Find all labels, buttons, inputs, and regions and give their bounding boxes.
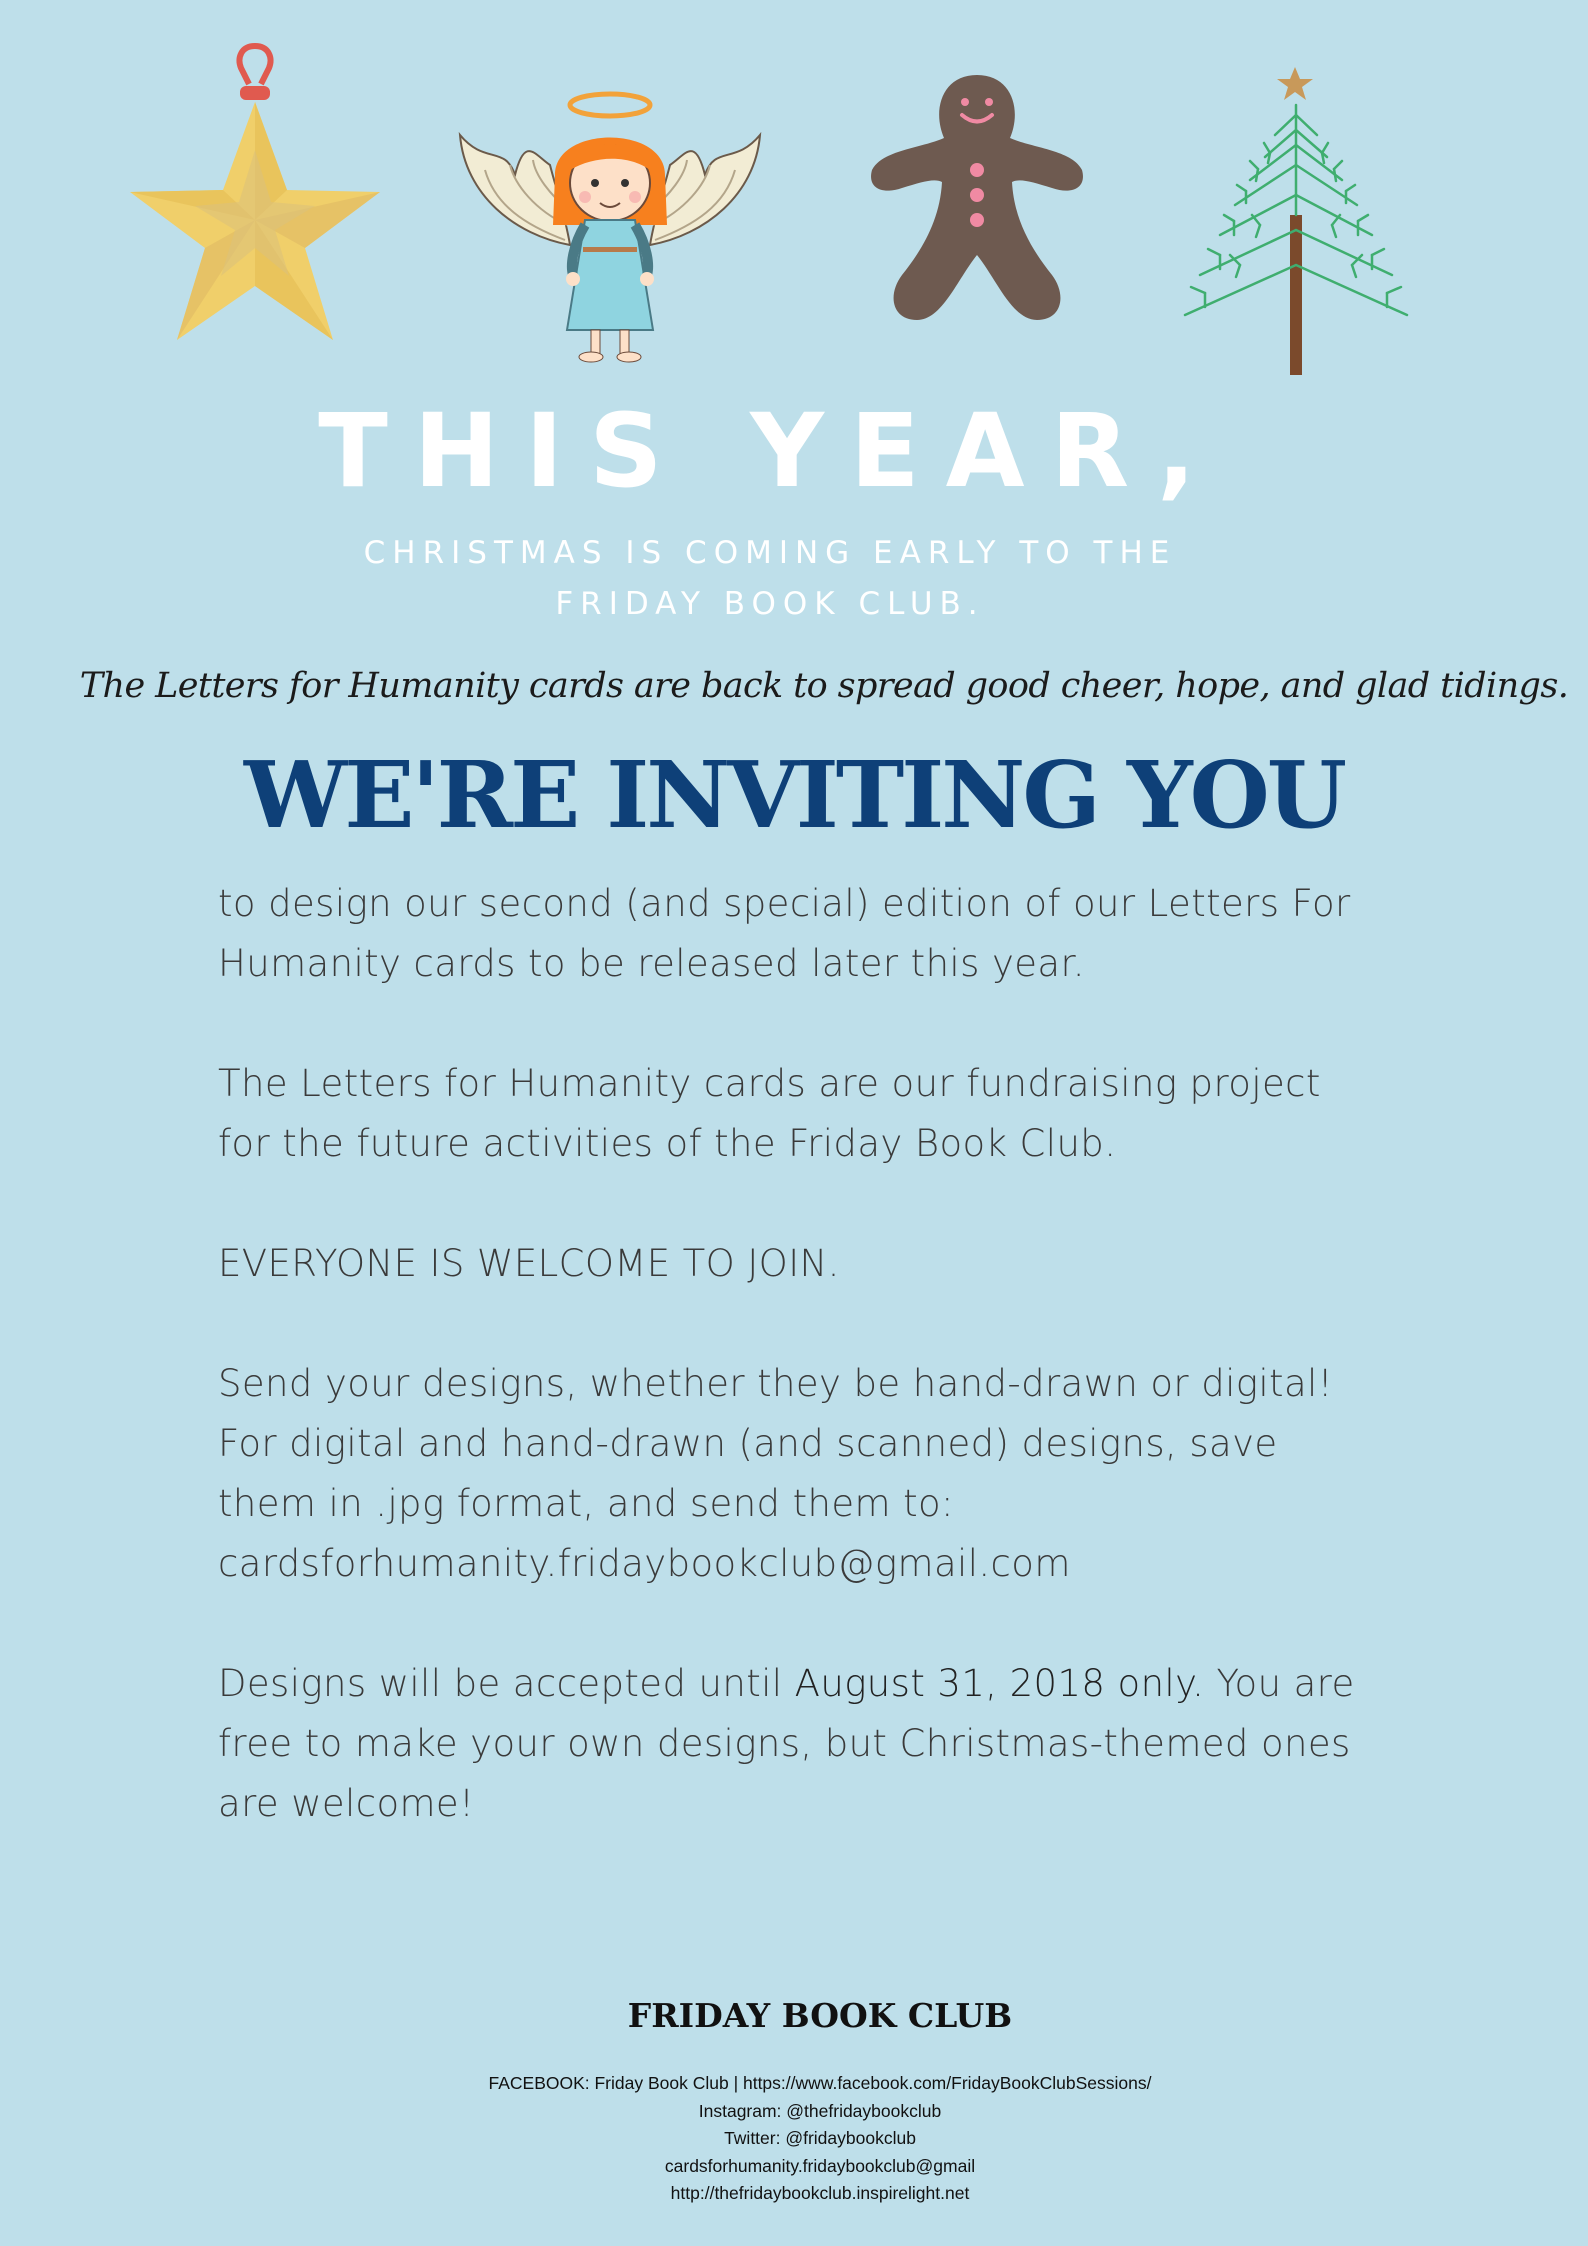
footer-website[interactable]: http://thefridaybookclub.inspirelight.net [670, 2183, 970, 2203]
headline: THIS YEAR, [318, 392, 1222, 511]
deadline-date: August 31, 2018 only. [794, 1662, 1205, 1705]
footer-twitter[interactable]: Twitter: @fridaybookclub [724, 2128, 916, 2148]
deadline-suffix: You are free to make your own designs, but Christmas-themed ones are welcome! [218, 1662, 1355, 1825]
footer-email[interactable]: cardsforhumanity.fridaybookclub@gmail [664, 2155, 976, 2176]
footer-instagram[interactable]: Instagram: @thefridaybookclub [698, 2100, 942, 2121]
deadline-prefix: Designs will be accepted until [218, 1662, 795, 1705]
footer-contacts [0, 2070, 1588, 2208]
tagline: The Letters for Humanity cards are back to spread good cheer, hope, and glad tidings. [79, 666, 1569, 706]
footer-facebook[interactable]: FACEBOOK: Friday Book Club | https://www.facebook.com/FridayBookClubSessions/ [488, 2073, 1152, 2093]
paragraph-intro: to design our second (and special) edition of our Letters For Humanity cards to be released later this year. [218, 882, 1351, 985]
subheadline-line: FRIDAY BOOK CLUB. [555, 586, 985, 622]
paragraph-fundraising: The Letters for Humanity cards are our fundraising project for the future activities of the Friday Book Club. [218, 1062, 1321, 1165]
angel-icon [455, 75, 765, 365]
gingerbread-man-icon [862, 70, 1092, 335]
pine-tree-icon [1180, 65, 1410, 380]
footer-title: FRIDAY BOOK CLUB [627, 1996, 1013, 2035]
invite-title: WE'RE INVITING YOU [244, 741, 1344, 849]
star-icon [125, 40, 385, 350]
paragraph-welcome: EVERYONE IS WELCOME TO JOIN. [218, 1242, 840, 1285]
paragraph-submission: Send your designs, whether they be hand-drawn or digital! For digital and hand-drawn (and scanned) designs, save them in .jpg format, and send them to: cardsforhumanity.fridaybookclub@gmail.com [218, 1362, 1333, 1585]
subheadline-line: CHRISTMAS IS COMING EARLY TO THE [363, 535, 1177, 571]
paragraph-deadline [218, 1654, 1458, 1834]
body-text [218, 874, 1458, 1894]
subheadline [0, 528, 1540, 630]
